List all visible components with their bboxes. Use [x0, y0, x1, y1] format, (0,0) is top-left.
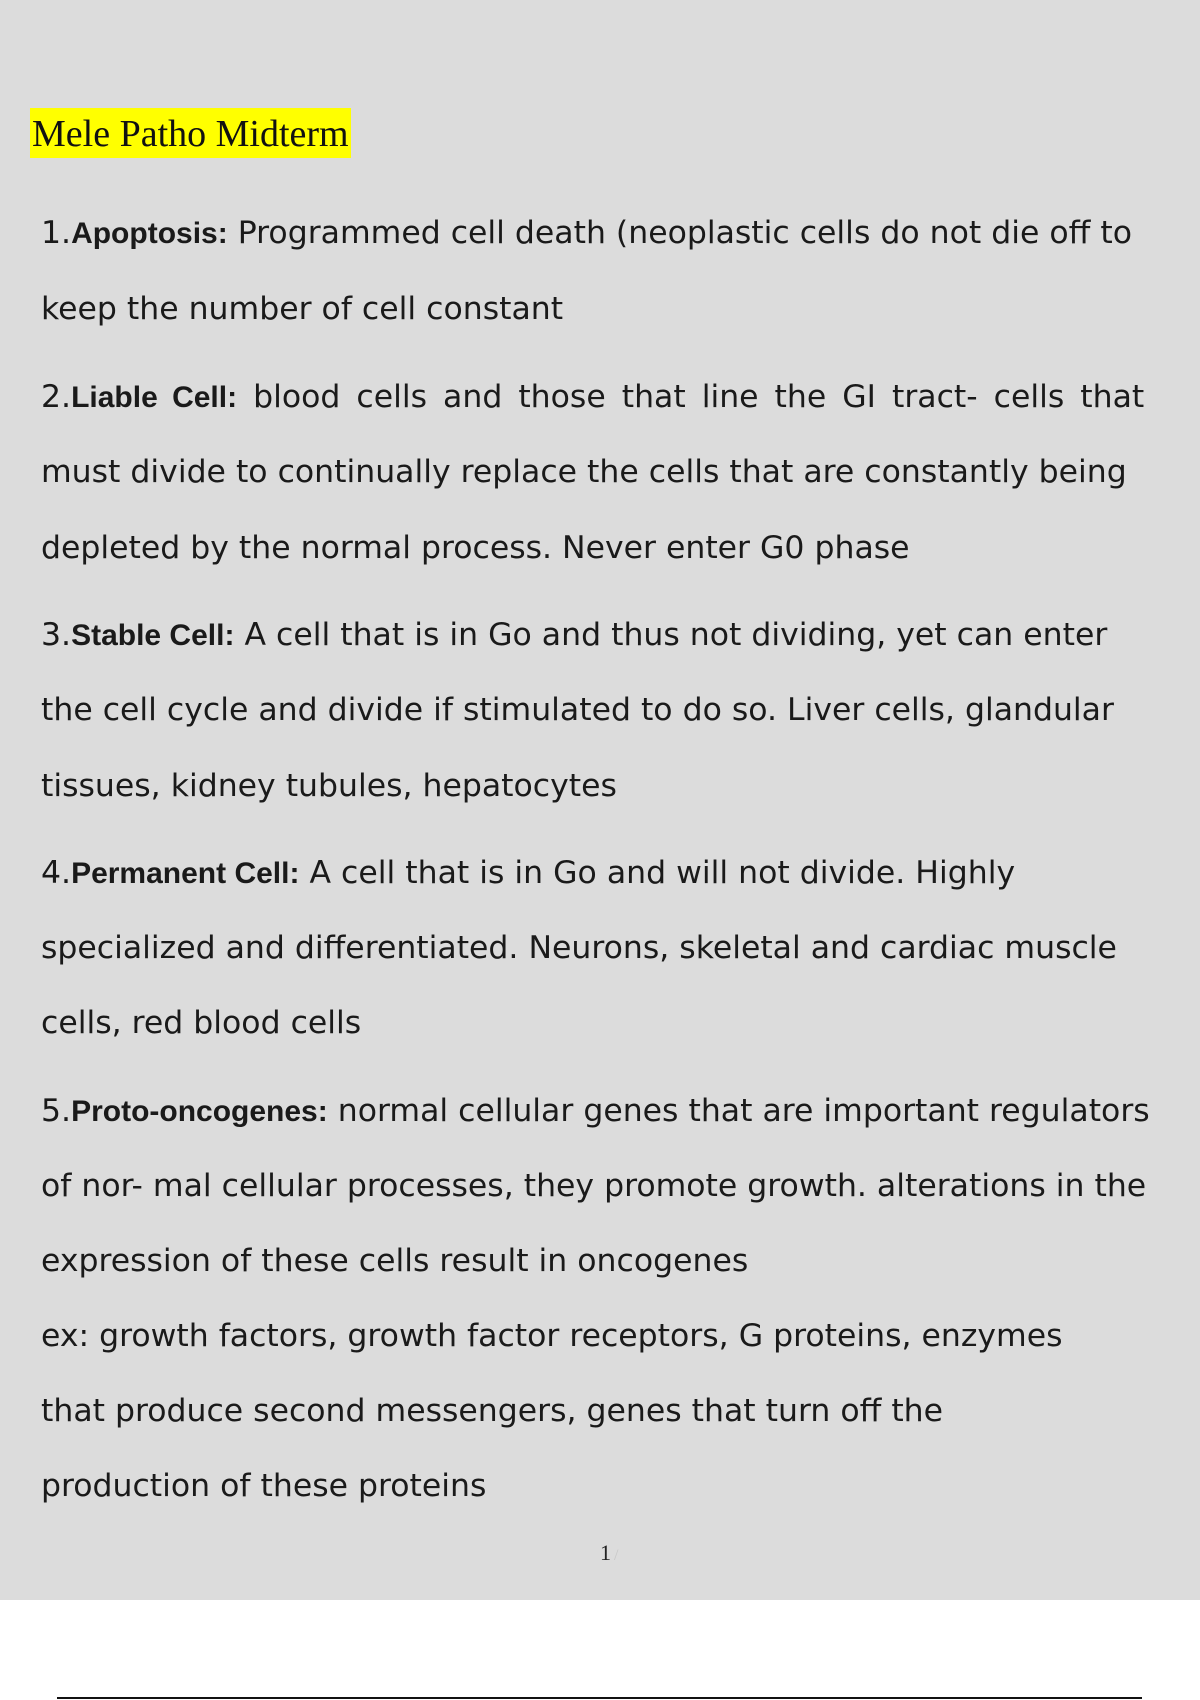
item-number: 1.	[41, 215, 72, 251]
page-divider	[57, 1697, 1142, 1699]
list-item-proto-oncogenes-line-6: production of these proteins	[41, 1468, 487, 1504]
list-item-proto-oncogenes-line-1	[41, 1091, 1191, 1132]
item-text: blood cells and those that line the GI tract- cells that	[253, 379, 1145, 415]
item-number: 2.	[41, 379, 72, 415]
list-item-liable-cell-line-3: depleted by the normal process. Never enter G0 phase	[41, 530, 910, 566]
list-item-stable-cell-line-2: the cell cycle and divide if stimulated to do so. Liver cells, glandular	[41, 692, 1114, 728]
item-term: Apoptosis:	[71, 217, 228, 250]
item-number: 4.	[41, 855, 72, 891]
list-item-permanent-cell-line-1	[41, 853, 1191, 894]
list-item-permanent-cell-line-2: specialized and differentiated. Neurons, skeletal and cardiac muscle	[41, 930, 1117, 966]
list-item-proto-oncogenes-line-2: of nor- mal cellular processes, they promote growth. alterations in the	[41, 1168, 1147, 1204]
item-term: Stable Cell:	[71, 619, 235, 652]
item-text: Programmed cell death (neoplastic cells do not die off to	[237, 215, 1132, 251]
item-number: 3.	[41, 617, 72, 653]
list-item-permanent-cell-line-3: cells, red blood cells	[41, 1005, 362, 1041]
list-item-proto-oncogenes-line-5: that produce second messengers, genes that turn off the	[41, 1393, 944, 1429]
item-text: A cell that is in Go and will not divide. Highly	[309, 855, 1016, 891]
list-item-stable-cell-line-3: tissues, kidney tubules, hepatocytes	[41, 768, 617, 804]
item-term: Permanent Cell:	[71, 857, 300, 890]
list-item-proto-oncogenes-line-4: ex: growth factors, growth factor receptors, G proteins, enzymes	[41, 1318, 1063, 1354]
item-term: Proto-oncogenes:	[71, 1095, 328, 1128]
list-item-liable-cell-line-1	[41, 377, 1191, 418]
item-term: Liable Cell:	[71, 381, 238, 414]
page-number-value: 1	[600, 1540, 611, 1565]
document-title: Mele Patho Midterm	[30, 108, 351, 158]
page-number	[600, 1538, 618, 1571]
list-item-proto-oncogenes-line-3: expression of these cells result in oncogenes	[41, 1243, 749, 1279]
list-item-apoptosis-line-1	[41, 213, 1191, 254]
list-item-stable-cell-line-1	[41, 615, 1191, 656]
item-text: A cell that is in Go and thus not dividing, yet can enter	[244, 617, 1108, 653]
list-item-liable-cell-line-2: must divide to continually replace the cells that are constantly being	[41, 454, 1127, 490]
list-item-apoptosis-line-2: keep the number of cell constant	[41, 291, 564, 327]
item-number: 5.	[41, 1093, 72, 1129]
page-number-separator: /	[614, 1547, 619, 1564]
item-text: normal cellular genes that are important regulators	[337, 1093, 1150, 1129]
